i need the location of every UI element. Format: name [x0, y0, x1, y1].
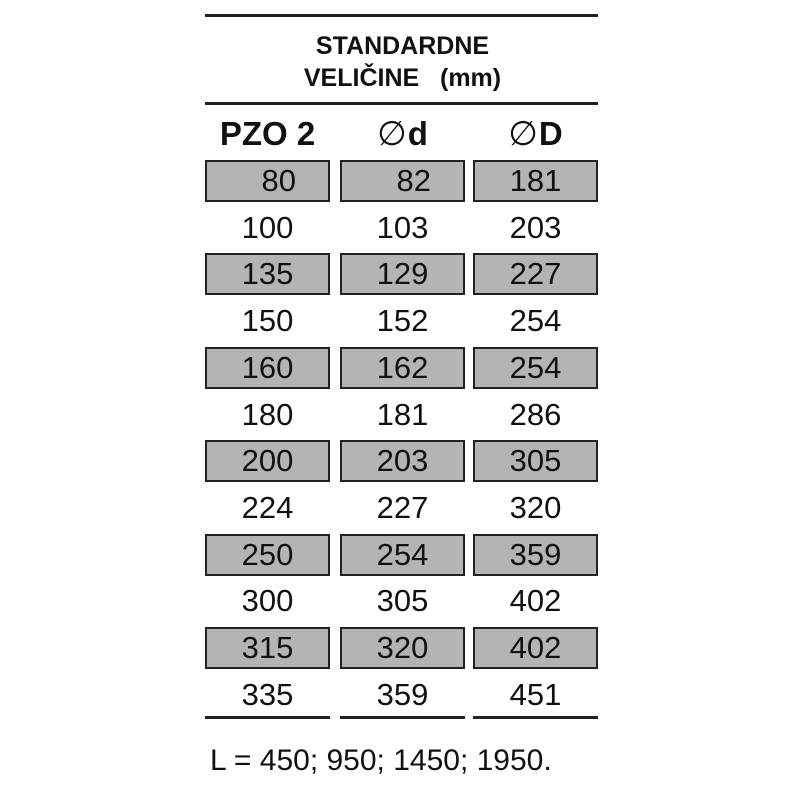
column-header-d — [340, 112, 465, 156]
header-rule — [205, 102, 598, 105]
cell-D: 181 — [473, 160, 598, 202]
cell-D: 203 — [509, 210, 562, 245]
bottom-rule-col2 — [340, 716, 465, 719]
cell-D: 305 — [473, 440, 598, 482]
table-title-line2: VELIČINE (mm) — [303, 64, 502, 92]
cell-pzo2: 160 — [205, 347, 330, 389]
cell-d: 359 — [376, 677, 429, 712]
cell-d: 320 — [340, 627, 465, 669]
cell-pzo2: 180 — [241, 397, 294, 432]
cell-D: 359 — [473, 534, 598, 576]
cell-d: 129 — [340, 253, 465, 295]
cell-d: 152 — [376, 303, 429, 338]
table-title-line1: STANDARDNE — [315, 32, 490, 60]
cell-pzo2: 80 — [205, 160, 330, 202]
cell-d: 103 — [376, 210, 429, 245]
cell-pzo2: 150 — [241, 303, 294, 338]
cell-D: 451 — [509, 677, 562, 712]
cell-D: 254 — [509, 303, 562, 338]
cell-D: 254 — [473, 347, 598, 389]
cell-pzo2: 224 — [241, 490, 294, 525]
cell-pzo2: 315 — [205, 627, 330, 669]
cell-pzo2: 335 — [241, 677, 294, 712]
cell-d: 82 — [340, 160, 465, 202]
column-header-D-label: D — [538, 115, 563, 152]
cell-pzo2: 100 — [241, 210, 294, 245]
cell-d: 227 — [376, 490, 429, 525]
cell-pzo2: 135 — [205, 253, 330, 295]
top-rule — [205, 14, 598, 17]
column-header-pzo2: PZO 2 — [219, 115, 316, 152]
cell-D: 320 — [509, 490, 562, 525]
diameter-symbol: ∅ — [508, 115, 538, 153]
cell-D: 227 — [473, 253, 598, 295]
cell-D: 286 — [509, 397, 562, 432]
bottom-rule-col1 — [205, 716, 330, 719]
length-note: L = 450; 950; 1450; 1950. — [210, 744, 552, 777]
cell-d: 305 — [376, 583, 429, 618]
cell-D: 402 — [509, 583, 562, 618]
cell-pzo2: 250 — [205, 534, 330, 576]
diameter-symbol: ∅ — [377, 115, 407, 153]
cell-d: 254 — [340, 534, 465, 576]
column-header-D — [473, 112, 598, 156]
cell-pzo2: 300 — [241, 583, 294, 618]
cell-d: 162 — [340, 347, 465, 389]
cell-D: 402 — [473, 627, 598, 669]
bottom-rule-col3 — [473, 716, 598, 719]
column-header-d-label: d — [407, 115, 428, 152]
cell-d: 181 — [376, 397, 429, 432]
cell-d: 203 — [340, 440, 465, 482]
cell-pzo2: 200 — [205, 440, 330, 482]
